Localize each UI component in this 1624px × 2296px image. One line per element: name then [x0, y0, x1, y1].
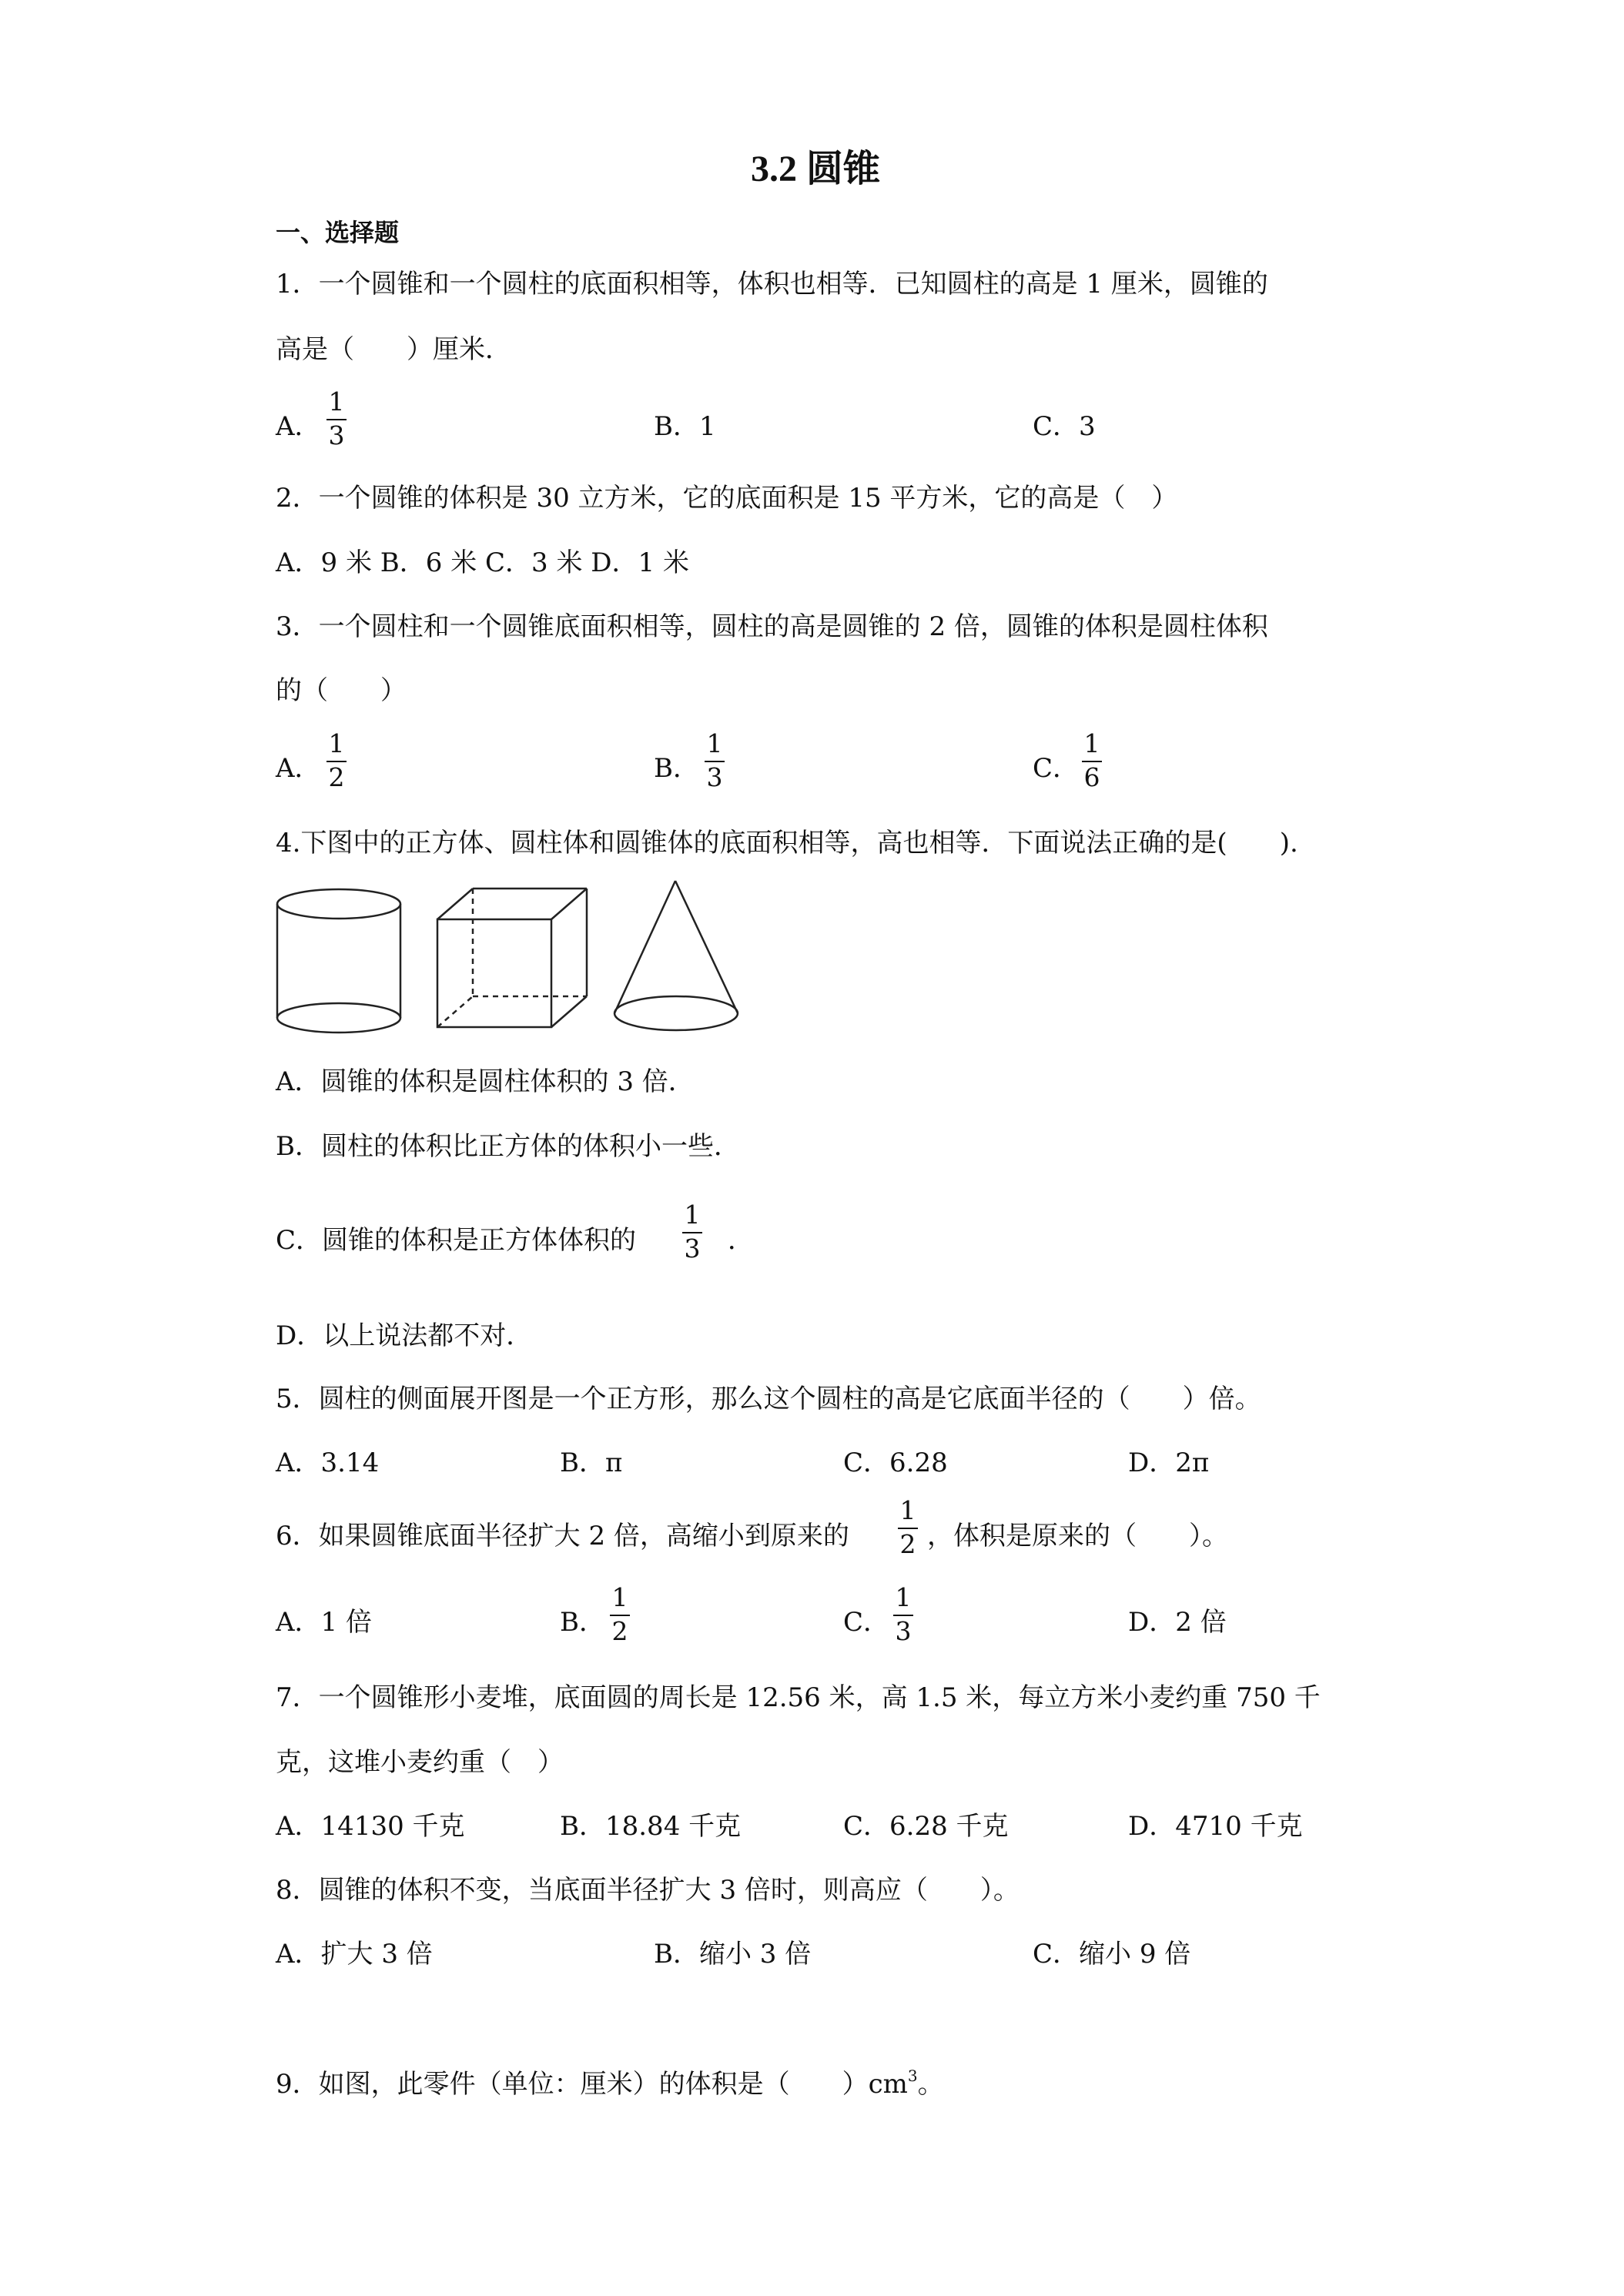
q7-line1: 7．一个圆锥形小麦堆，底面圆的周长是 12.56 米，高 1.5 米，每立方米小麦约重 750 千: [276, 1682, 1321, 1713]
q7-option-b: B．18.84 千克: [560, 1811, 742, 1842]
q9-text: 9．如图，此零件（单位：厘米）的体积是（ ）cm: [276, 2069, 908, 2100]
fraction-denominator: 3: [895, 1615, 912, 1646]
q3-option-b-fraction: [705, 730, 725, 791]
q7-option-c: C．6.28 千克: [843, 1811, 1009, 1842]
fraction-numerator: 1: [899, 1495, 916, 1525]
fraction-numerator: 1: [328, 387, 345, 417]
fraction-numerator: 1: [611, 1582, 628, 1612]
q5-option-d: D．2π: [1128, 1448, 1210, 1478]
q3-line2: 的（ ）: [276, 675, 407, 706]
q4-line1: 4.下图中的正方体、圆柱体和圆锥体的底面积相等，高也相等．下面说法正确的是( ).: [276, 828, 1298, 858]
page-title: 3.2 圆锥: [751, 149, 881, 189]
q9-superscript: 3: [907, 2067, 918, 2085]
q7-option-a: A．14130 千克: [276, 1811, 465, 1842]
q1-option-a-label: A．: [276, 411, 321, 442]
q2-line1: 2．一个圆锥的体积是 30 立方米，它的底面积是 15 平方米，它的高是（ ）: [276, 483, 1178, 514]
q6-option-b-label: B．: [560, 1607, 605, 1638]
q5-option-a: A．3.14: [276, 1448, 380, 1478]
q1-option-a-fraction: [326, 388, 347, 449]
q6-option-c-label: C．: [843, 1607, 890, 1638]
q8-option-b: B．缩小 3 倍: [654, 1939, 812, 1970]
fraction-denominator: 6: [1083, 761, 1100, 792]
fraction-numerator: 1: [1083, 728, 1100, 758]
q6-option-b-fraction: [610, 1584, 630, 1645]
q9-end: 。: [917, 2069, 944, 2100]
q3-option-a-fraction: [326, 730, 347, 791]
q4-option-c-end: ．: [728, 1225, 754, 1256]
fraction-denominator: 2: [328, 761, 345, 792]
cone-icon: [614, 881, 738, 1030]
q5-option-c: C．6.28: [843, 1448, 948, 1478]
cube-icon: [437, 889, 587, 1027]
fraction-denominator: 2: [611, 1615, 628, 1646]
q6-option-d: D．2 倍: [1128, 1607, 1227, 1638]
q6-stem-fraction: [898, 1497, 918, 1558]
fraction-numerator: 1: [895, 1582, 912, 1612]
q3-line1: 3．一个圆柱和一个圆锥底面积相等，圆柱的高是圆锥的 2 倍，圆锥的体积是圆柱体积: [276, 611, 1268, 642]
q4-option-a: A．圆锥的体积是圆柱体积的 3 倍．: [276, 1066, 695, 1097]
q2-options: A．9 米 B．6 米 C．3 米 D．1 米: [276, 547, 689, 578]
fraction-denominator: 3: [328, 420, 345, 450]
cylinder-icon: [277, 889, 400, 1033]
q6-option-c-fraction: [893, 1584, 913, 1645]
solids-figure: [271, 875, 748, 1038]
q1-option-c: C．3: [1033, 411, 1096, 442]
q4-option-c-fraction: [682, 1201, 702, 1262]
q6-line1-post: ，体积是原来的（ ）。: [927, 1521, 1228, 1551]
fraction-numerator: 1: [684, 1200, 701, 1230]
q1-line2: 高是（ ）厘米．: [276, 334, 511, 365]
q8-option-c: C．缩小 9 倍: [1033, 1939, 1191, 1970]
q5-line1: 5．圆柱的侧面展开图是一个正方形，那么这个圆柱的高是它底面半径的（ ）倍。: [276, 1384, 1261, 1414]
q6-option-a: A．1 倍: [276, 1607, 372, 1638]
q3-option-a-label: A．: [276, 753, 321, 784]
q4-option-c-text: C．圆锥的体积是正方体体积的: [276, 1225, 637, 1256]
fraction-denominator: 2: [899, 1528, 916, 1559]
q3-option-b-label: B．: [654, 753, 699, 784]
q9-line1: [276, 2067, 944, 2100]
q5-option-b: B．π: [560, 1448, 623, 1478]
q8-option-a: A．扩大 3 倍: [276, 1939, 433, 1970]
q1-line1: 1．一个圆锥和一个圆柱的底面积相等，体积也相等．已知圆柱的高是 1 厘米，圆锥的: [276, 269, 1268, 300]
fraction-numerator: 1: [706, 728, 723, 758]
q7-option-d: D．4710 千克: [1128, 1811, 1303, 1842]
q8-line1: 8．圆锥的体积不变，当底面半径扩大 3 倍时，则高应（ ）。: [276, 1875, 1020, 1906]
q3-option-c-fraction: [1082, 730, 1102, 791]
q4-option-b: B．圆柱的体积比正方体的体积小一些．: [276, 1131, 740, 1162]
section-heading: 一、选择题: [276, 218, 400, 247]
q7-line2: 克，这堆小麦约重（ ）: [276, 1747, 564, 1778]
fraction-denominator: 3: [706, 761, 723, 792]
q1-option-b: B．1: [654, 411, 716, 442]
fraction-denominator: 3: [684, 1233, 701, 1263]
q3-option-c-label: C．: [1033, 753, 1080, 784]
fraction-numerator: 1: [328, 728, 345, 758]
q6-line1-pre: 6．如果圆锥底面半径扩大 2 倍，高缩小到原来的: [276, 1521, 849, 1551]
q4-option-d: D．以上说法都不对．: [276, 1320, 533, 1351]
